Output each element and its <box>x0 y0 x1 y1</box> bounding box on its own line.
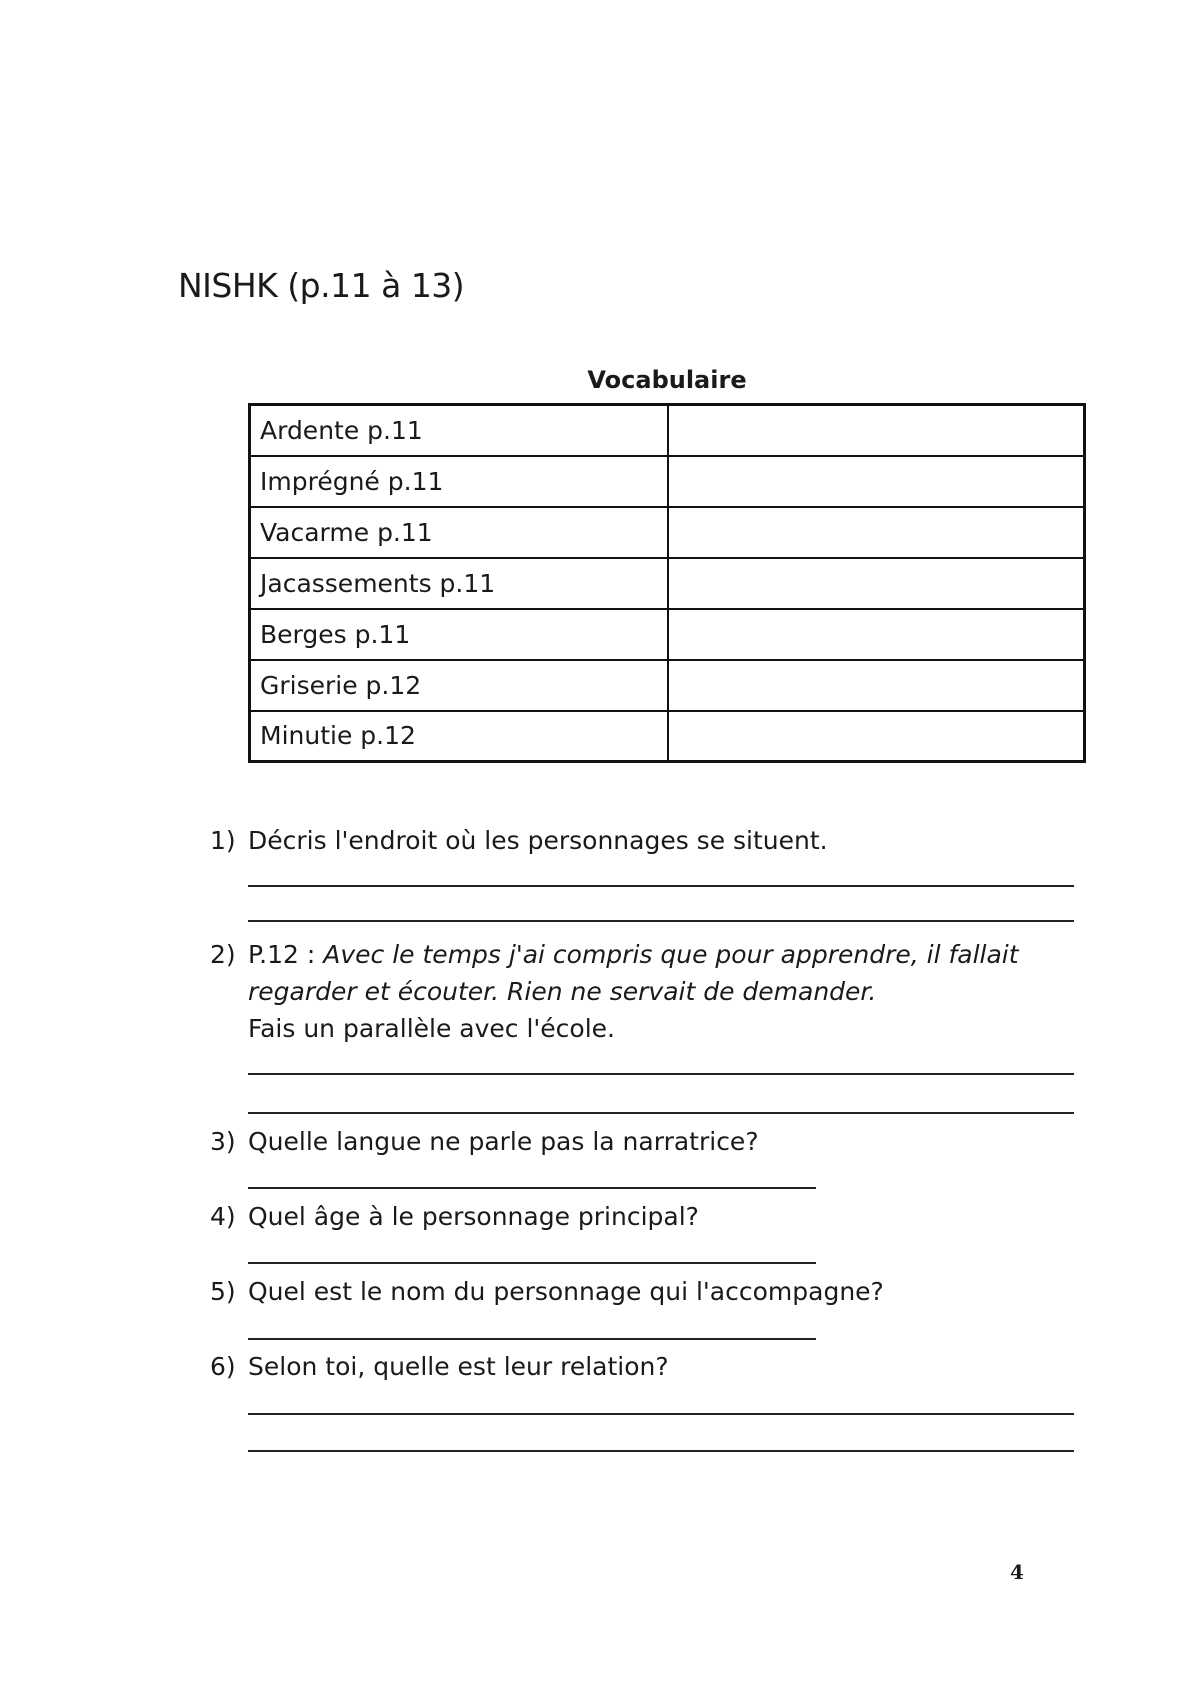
question-number: 4) <box>210 1202 236 1231</box>
question-instruction: Fais un parallèle avec l'école. <box>248 1014 615 1043</box>
vocabulary-term: Vacarme p.11 <box>250 507 668 558</box>
table-row <box>250 507 1085 558</box>
vocabulary-term: Minutie p.12 <box>250 711 668 762</box>
question-quote-line-2: regarder et écouter. Rien ne servait de demander. <box>248 977 877 1006</box>
vocabulary-definition-cell[interactable] <box>668 456 1085 507</box>
answer-line[interactable] <box>248 1413 1074 1415</box>
answer-line[interactable] <box>248 1187 816 1189</box>
vocabulary-definition-cell[interactable] <box>668 558 1085 609</box>
question-number: 5) <box>210 1277 236 1306</box>
table-row <box>250 660 1085 711</box>
vocabulary-term: Griserie p.12 <box>250 660 668 711</box>
vocabulary-definition-cell[interactable] <box>668 405 1085 456</box>
vocabulary-term: Jacassements p.11 <box>250 558 668 609</box>
vocabulary-term: Imprégné p.11 <box>250 456 668 507</box>
answer-line[interactable] <box>248 1262 816 1264</box>
vocabulary-definition-cell[interactable] <box>668 609 1085 660</box>
vocabulary-term: Berges p.11 <box>250 609 668 660</box>
page-title: NISHK (p.11 à 13) <box>178 266 465 305</box>
question-text: Quelle langue ne parle pas la narratrice? <box>248 1127 759 1156</box>
page-number: 4 <box>1010 1560 1024 1584</box>
question-page-reference: P.12 : <box>248 940 324 969</box>
question-number: 2) <box>210 940 236 969</box>
question-quote-line-1: Avec le temps j'ai compris que pour apprendre, il fallait <box>323 940 1019 969</box>
question-text: Selon toi, quelle est leur relation? <box>248 1352 669 1381</box>
vocabulary-term: Ardente p.11 <box>250 405 668 456</box>
question-text: Décris l'endroit où les personnages se situent. <box>248 826 828 855</box>
question-text: Quel âge à le personnage principal? <box>248 1202 699 1231</box>
question-number: 1) <box>210 826 236 855</box>
answer-line[interactable] <box>248 920 1074 922</box>
question-text <box>248 936 1078 1047</box>
question-number: 3) <box>210 1127 236 1156</box>
vocabulary-heading: Vocabulaire <box>587 366 747 394</box>
answer-line[interactable] <box>248 885 1074 887</box>
vocabulary-definition-cell[interactable] <box>668 507 1085 558</box>
answer-line[interactable] <box>248 1112 1074 1114</box>
table-row <box>250 405 1085 456</box>
answer-line[interactable] <box>248 1073 1074 1075</box>
table-row <box>250 456 1085 507</box>
table-row <box>250 609 1085 660</box>
answer-line[interactable] <box>248 1450 1074 1452</box>
answer-line[interactable] <box>248 1338 816 1340</box>
table-row <box>250 711 1085 762</box>
vocabulary-table <box>248 403 1086 763</box>
question-number: 6) <box>210 1352 236 1381</box>
table-row <box>250 558 1085 609</box>
question-text: Quel est le nom du personnage qui l'accompagne? <box>248 1277 884 1306</box>
vocabulary-definition-cell[interactable] <box>668 660 1085 711</box>
vocabulary-definition-cell[interactable] <box>668 711 1085 762</box>
